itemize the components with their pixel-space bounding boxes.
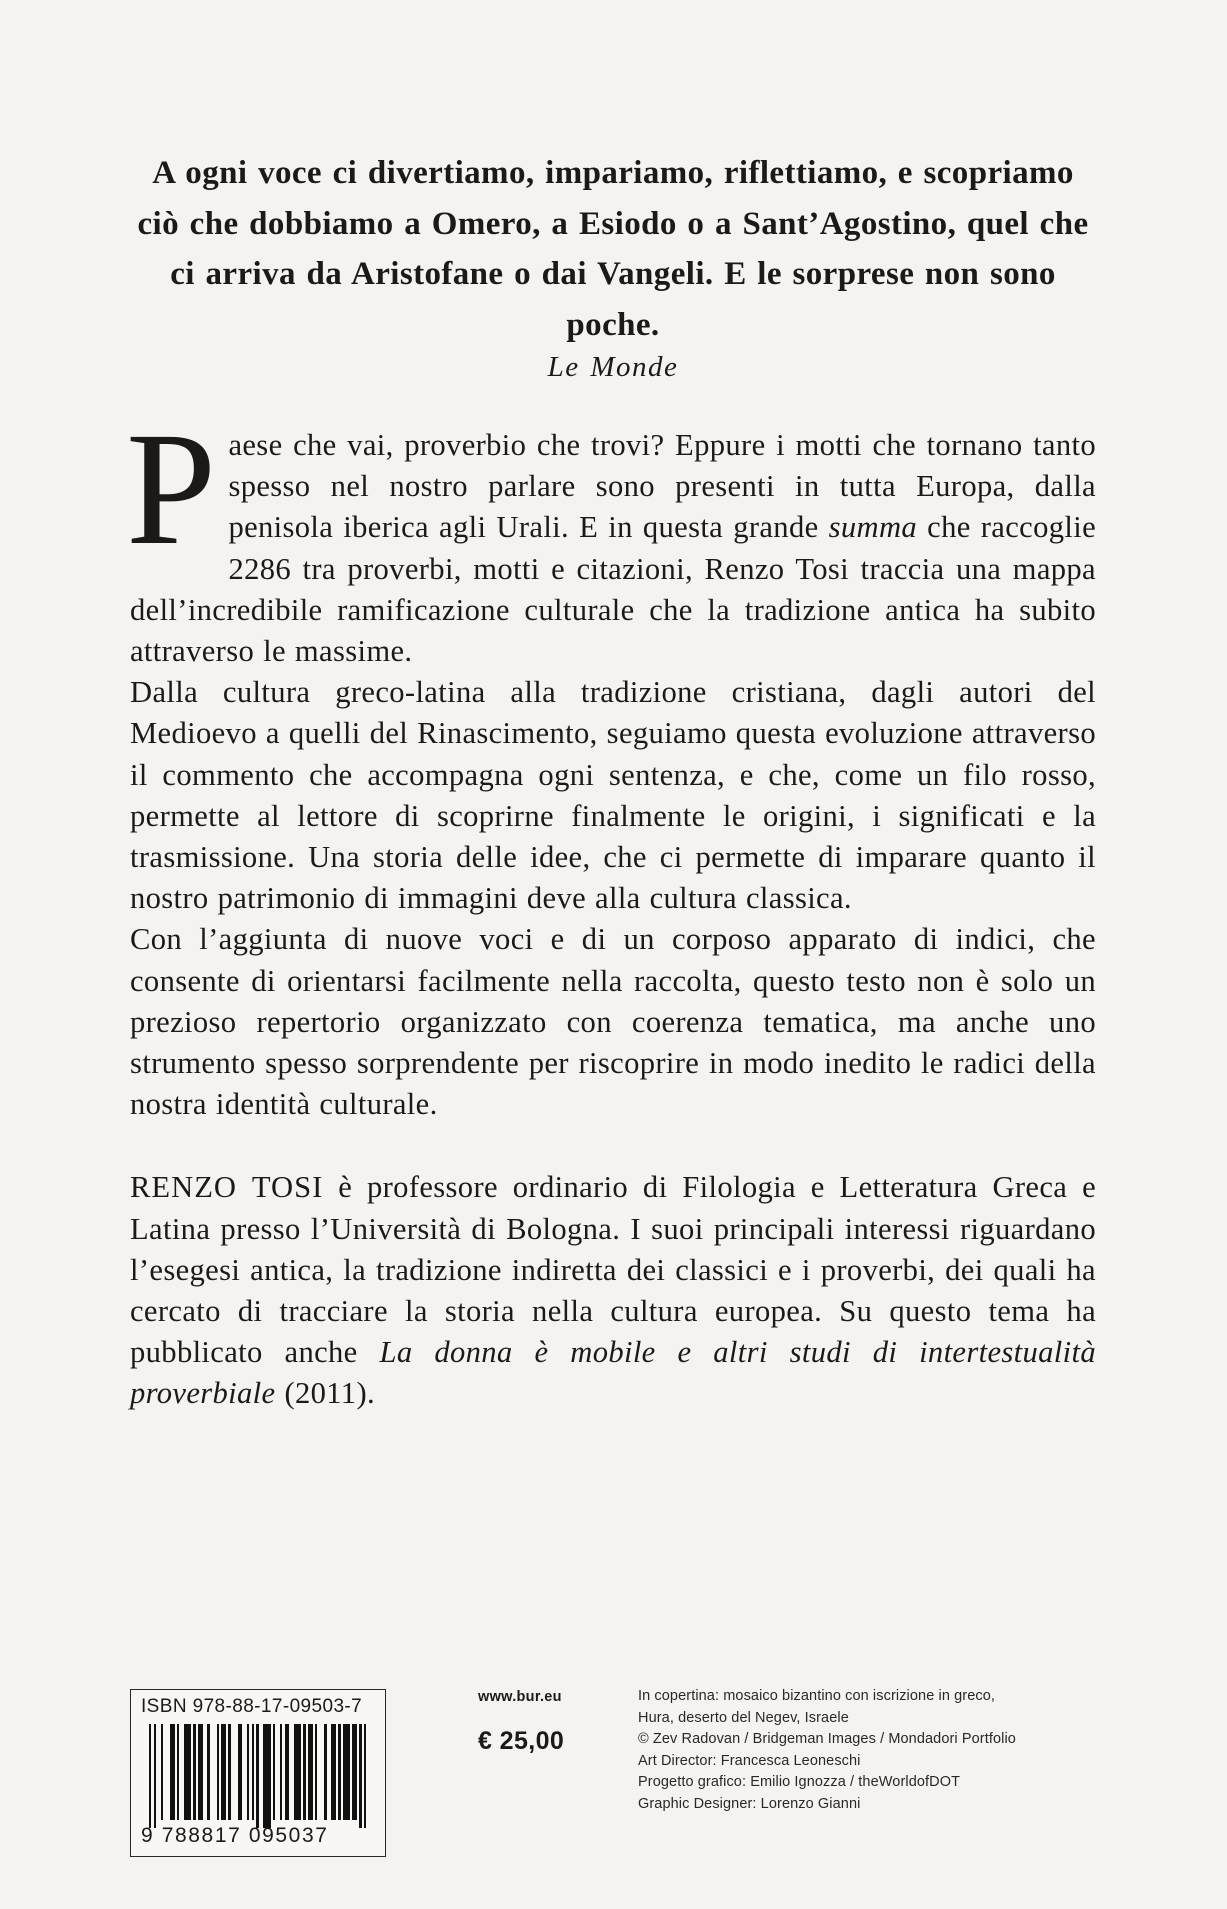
- isbn: ISBN 978-88-17-09503-7: [141, 1696, 363, 1717]
- barcode-bars: [149, 1724, 367, 1820]
- barcode-bar: [163, 1724, 170, 1820]
- author-bio-text: (2011).: [275, 1376, 375, 1411]
- barcode-bar: [263, 1724, 270, 1828]
- blurb-text: che raccoglie 2286 tra proverbi, motti e citazioni, Renzo Tosi traccia una mappa dell’incredibile ramificazione culturale che la tradizione antica ha subito attraverso le massime.: [130, 510, 1096, 669]
- drop-cap: P: [126, 400, 217, 579]
- credit-line: Art Director: Francesca Leoneschi: [638, 1752, 861, 1769]
- publisher-website: www.bur.eu: [478, 1689, 562, 1705]
- author-bio-text: è professore ordinario di Filologia e Letteratura Greca e Latina presso l’Università di Bologna. I suoi principali interessi riguardano l’esegesi antica, la tradizione indiretta dei classici e i proverbi, dei quali ha cercato di tracciare la storia nella cultura europea. Su questo tema ha pubblicato anche: [130, 1170, 1096, 1370]
- barcode-bar: [317, 1724, 324, 1820]
- credit-line: Hura, deserto del Negev, Israele: [638, 1709, 849, 1726]
- quote-source: Le Monde: [547, 351, 679, 383]
- blurb: [126, 400, 1096, 1415]
- barcode-bar: [364, 1724, 366, 1828]
- author-bio: [130, 1167, 1096, 1414]
- barcode-bar: [343, 1724, 350, 1820]
- credits: [638, 1686, 1158, 1815]
- quote-text: A ogni voce ci divertiamo, impariamo, riflettiamo, e scopriamo ciò che dobbiamo a Omero, a Esiodo o a Sant’Agostino, quel che ci arriva da Aristofane o dai Vangeli. E le sorprese non sono poche.: [137, 155, 1089, 343]
- book-title: La donna è mobile e altri studi di intertestualità proverbiale: [130, 1335, 1096, 1411]
- ean-digits: 9 788817 095037: [141, 1824, 329, 1847]
- blurb-paragraph-3: Con l’aggiunta di nuove voci e di un corposo apparato di indici, che consente di orientarsi facilmente nella raccolta, questo testo non è solo un prezioso repertorio organizzato con coerenza tematica, ma anche uno strumento spesso sorprendente per riscoprire in modo inedito le radici della nostra identità culturale.: [130, 922, 1096, 1122]
- blurb-text: aese che vai, proverbio che trovi? Eppure i motti che tornano tanto spesso nel nostro parlare sono presenti in tutta Europa, dalla penisola iberica agli Urali. E in questa grande: [228, 428, 1096, 545]
- barcode-bar: [294, 1724, 301, 1820]
- barcode-box: [130, 1689, 386, 1857]
- author-name: RENZO TOSI: [130, 1170, 324, 1205]
- blurb-paragraph-2: Dalla cultura greco-latina alla tradizione cristiana, dagli autori del Medioevo a quelli del Rinascimento, seguiamo questa evoluzione attraverso il commento che accompagna ogni sentenza, e che, come un filo rosso, permette al lettore di scoprirne finalmente le origini, i significati e la trasmissione. Una storia delle idee, che ci permette di imparare quanto il nostro patrimonio di immagini deve alla cultura classica.: [130, 675, 1096, 916]
- credit-line: In copertina: mosaico bizantino con iscrizione in greco,: [638, 1688, 996, 1704]
- blurb-paragraph-1: [126, 400, 1096, 672]
- price: € 25,00: [478, 1727, 565, 1755]
- price-block: [478, 1689, 564, 1756]
- barcode-bar: [210, 1724, 217, 1820]
- barcode-bar: [184, 1724, 191, 1820]
- credit-line: Graphic Designer: Lorenzo Gianni: [638, 1795, 861, 1812]
- credit-line: Progetto grafico: Emilio Ignozza / theWorldofDOT: [638, 1774, 961, 1790]
- press-quote: [130, 148, 1096, 392]
- barcode-bar: [231, 1724, 238, 1820]
- credit-line: © Zev Radovan / Bridgeman Images / Mondadori Portfolio: [638, 1731, 1016, 1747]
- blurb-emphasis: summa: [828, 510, 918, 545]
